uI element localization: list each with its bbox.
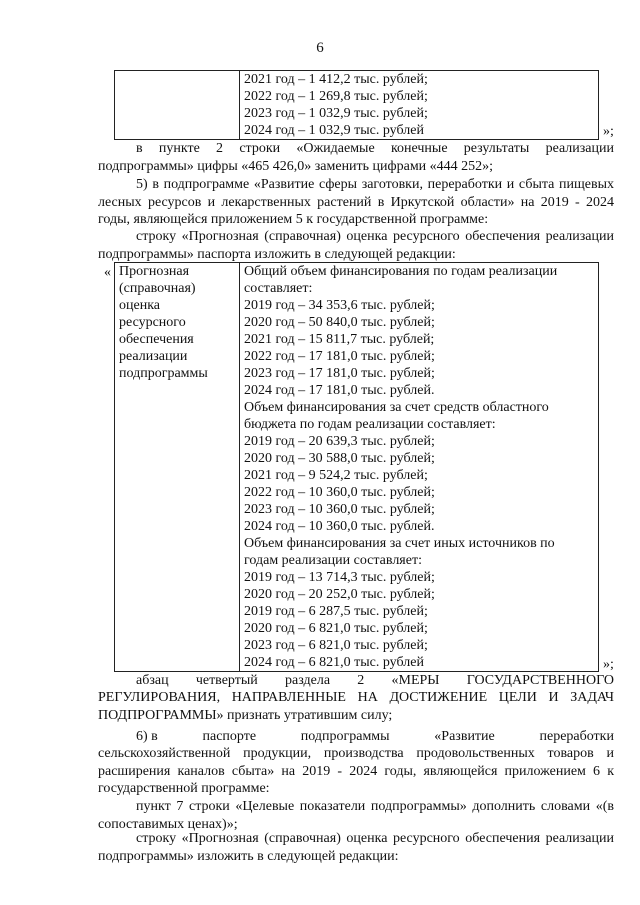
word: ГОСУДАРСТВЕННОГО xyxy=(466,673,614,688)
funding-line: 2024 год – 17 181,0 тыс. рублей. xyxy=(244,383,435,398)
paragraph-item-2-change: в пункте 2 строки «Ожидаемые конечные результаты реализации подпрограммы» цифры «465 426,0» заменить цифрами «444 252»; xyxy=(98,141,614,174)
paragraph-subprogram-5: 5) в подпрограмме «Развитие сферы заготовки, переработки и сбыта пищевых лесных ресурсов и лекарственных растений в Иркутской области» на 2019 - 2024 годы, являющейся приложением 5 к государственной программе: xyxy=(98,177,614,228)
funding-line: 2024 год – 6 821,0 тыс. рублей xyxy=(244,655,424,670)
funding-line: 2022 год – 10 360,0 тыс. рублей; xyxy=(244,485,435,500)
paragraph-item-7: пункт 7 строки «Целевые показатели подпрограммы» дополнить словами «(в сопоставимых ценах)»; xyxy=(98,799,614,832)
funding-line: 2020 год – 20 252,0 тыс. рублей; xyxy=(244,587,435,602)
word: 6) в xyxy=(136,729,158,744)
funding-line: Объем финансирования за счет иных источников по xyxy=(244,536,555,551)
left-cell-line: оценка xyxy=(119,298,161,313)
funding-line: 2019 год – 6 287,5 тыс. рублей; xyxy=(244,604,428,619)
left-cell-line: (справочная) xyxy=(119,281,196,296)
funding-line: Объем финансирования за счет средств областного xyxy=(244,400,549,415)
funding-line: 2024 год – 10 360,0 тыс. рублей. xyxy=(244,519,435,534)
paragraph-row-replace-2: строку «Прогнозная (справочная) оценка ресурсного обеспечения реализации подпрограммы» изложить в следующей редакции: xyxy=(98,831,614,864)
left-cell-line: обеспечения xyxy=(119,332,194,347)
word: раздела xyxy=(285,673,331,688)
funding-line: 2019 год – 13 714,3 тыс. рублей; xyxy=(244,570,435,585)
funding-line: 2021 год – 15 811,7 тыс. рублей; xyxy=(244,332,435,347)
paragraph-passport-line1 xyxy=(136,728,614,745)
left-cell-line: реализации xyxy=(119,349,188,364)
table1-left-cell xyxy=(115,71,240,140)
table1-line: 2023 год – 1 032,9 тыс. рублей; xyxy=(244,106,428,121)
funding-line: 2020 год – 50 840,0 тыс. рублей; xyxy=(244,315,435,330)
word: четвертый xyxy=(195,673,258,688)
word: переработки xyxy=(539,729,614,744)
word: «Развитие xyxy=(434,729,495,744)
funding-line: 2020 год – 30 588,0 тыс. рублей; xyxy=(244,451,435,466)
funding-line: годам реализации составляет: xyxy=(244,553,422,568)
funding-table-continued xyxy=(114,70,599,140)
word: 2 xyxy=(357,673,365,688)
table2-left-cell xyxy=(115,263,240,672)
paragraph-row-replace: строку «Прогнозная (справочная) оценка ресурсного обеспечения реализации подпрограммы» паспорта изложить в следующей редакции: xyxy=(98,229,614,262)
closing-quote-2: »; xyxy=(603,657,614,672)
funding-line: Общий объем финансирования по годам реализации xyxy=(244,264,558,279)
funding-line: 2021 год – 9 524,2 тыс. рублей; xyxy=(244,468,428,483)
word: подпрограммы xyxy=(300,729,390,744)
table1-line: 2022 год – 1 269,8 тыс. рублей; xyxy=(244,89,428,104)
left-cell-line: Прогнозная xyxy=(119,264,190,279)
funding-line: составляет: xyxy=(244,281,313,296)
table1-line: 2024 год – 1 032,9 тыс. рублей xyxy=(244,123,424,138)
paragraph-abzac-line1 xyxy=(136,672,614,689)
table2-right-cell xyxy=(240,263,599,672)
funding-table xyxy=(114,262,599,672)
funding-line: 2019 год – 20 639,3 тыс. рублей; xyxy=(244,434,435,449)
paragraph-abzac-rest: РЕГУЛИРОВАНИЯ, НАПРАВЛЕННЫЕ НА ДОСТИЖЕНИЕ ЦЕЛИ И ЗАДАЧ ПОДПРОГРАММЫ» признать утратившим силу; xyxy=(98,690,614,723)
page-number: 6 xyxy=(316,40,324,56)
left-cell-line: ресурсного xyxy=(119,315,186,330)
closing-quote-1: »; xyxy=(603,124,614,139)
word: паспорте xyxy=(202,729,257,744)
funding-line: 2022 год – 17 181,0 тыс. рублей; xyxy=(244,349,435,364)
table1-right-cell xyxy=(240,71,599,140)
opening-quote: « xyxy=(104,265,111,280)
funding-line: 2020 год – 6 821,0 тыс. рублей; xyxy=(244,621,428,636)
word: «МЕРЫ xyxy=(391,673,440,688)
funding-line: 2023 год – 17 181,0 тыс. рублей; xyxy=(244,366,435,381)
funding-line: 2019 год – 34 353,6 тыс. рублей; xyxy=(244,298,435,313)
left-cell-line: подпрограммы xyxy=(119,366,208,381)
funding-line: бюджета по годам реализации составляет: xyxy=(244,417,496,432)
funding-line: 2023 год – 10 360,0 тыс. рублей; xyxy=(244,502,435,517)
table1-line: 2021 год – 1 412,2 тыс. рублей; xyxy=(244,72,428,87)
word: абзац xyxy=(136,673,169,688)
paragraph-passport-rest: сельскохозяйственной продукции, производства продовольственных товаров и расширения каналов сбыта» на 2019 - 2024 годы, являющейся приложением 6 к государственной программе: xyxy=(98,746,614,797)
funding-line: 2023 год – 6 821,0 тыс. рублей; xyxy=(244,638,428,653)
